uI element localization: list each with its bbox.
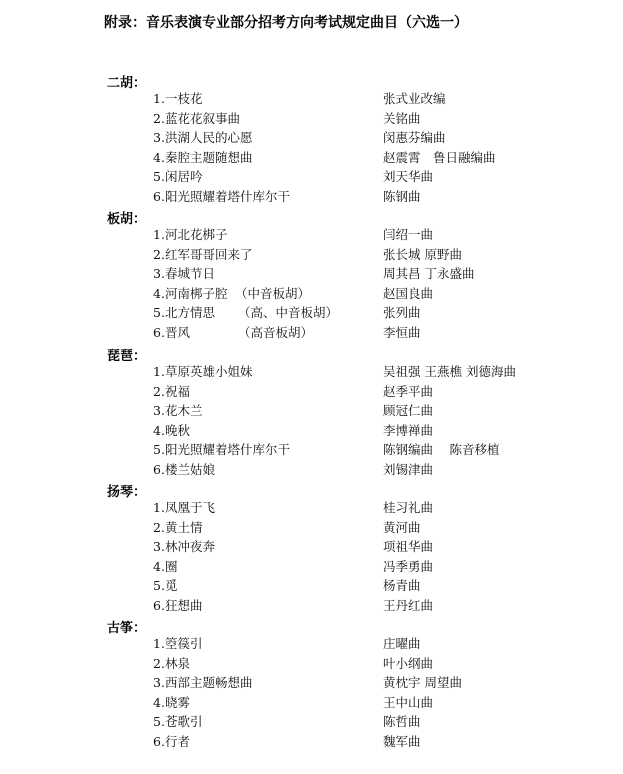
piece-number: 4. — [153, 558, 165, 574]
piece-composer: 顾冠仁曲 — [383, 403, 434, 419]
piece-title: 箜篌引 — [165, 636, 203, 651]
piece-title: 黄土情 — [165, 519, 203, 535]
piece-number: 1. — [153, 636, 165, 651]
piece-title: 凤凰于飞 — [165, 500, 216, 515]
piece-row — [0, 128, 623, 148]
piece-number: 4. — [153, 694, 165, 710]
piece-composer: 冯季勇曲 — [383, 558, 434, 574]
piece-row — [0, 498, 623, 518]
piece-row — [0, 362, 623, 382]
piece-number: 2. — [153, 246, 165, 262]
piece-number: 4. — [153, 149, 165, 165]
piece-title: 林泉 — [165, 655, 191, 671]
piece-number: 1. — [153, 364, 165, 379]
piece-title: 闲居吟 — [165, 169, 203, 185]
piece-row — [0, 421, 623, 441]
piece-row — [0, 440, 623, 460]
piece-composer: 关铭曲 — [383, 110, 421, 126]
piece-row — [0, 245, 623, 265]
piece-title: 河南梆子腔 — [165, 285, 228, 301]
piece-composer: 黄枕宇 周望曲 — [383, 675, 462, 691]
piece-row — [0, 537, 623, 557]
piece-row — [0, 634, 623, 654]
piece-number: 6. — [153, 734, 165, 749]
piece-number: 3. — [153, 539, 165, 555]
piece-composer: 王中山曲 — [383, 694, 434, 710]
piece-number: 2. — [153, 110, 165, 126]
piece-row — [0, 109, 623, 129]
piece-row — [0, 148, 623, 168]
piece-title: 晋风 — [165, 325, 191, 340]
piece-title: 草原英雄小姐妹 — [165, 364, 253, 379]
piece-number: 5. — [153, 169, 165, 185]
piece-composer: 陈哲曲 — [383, 714, 421, 730]
piece-row — [0, 576, 623, 596]
piece-composer: 李博禅曲 — [383, 422, 434, 438]
piece-number: 5. — [153, 714, 165, 730]
document-title: 附录：音乐表演专业部分招考方向考试规定曲目（六选一） — [104, 15, 468, 31]
piece-title: 河北花梆子 — [165, 227, 228, 242]
instrument-heading: 板胡： — [107, 212, 147, 227]
piece-composer: 赵国良曲 — [383, 285, 434, 301]
piece-composer: 刘天华曲 — [383, 169, 434, 185]
piece-note: （高、中音板胡） — [238, 305, 339, 321]
piece-title: 圈 — [165, 558, 178, 574]
piece-note: （中音板胡） — [235, 285, 311, 301]
piece-composer: 李恒曲 — [383, 325, 421, 340]
piece-title: 楼兰姑娘 — [165, 462, 216, 477]
piece-number: 1. — [153, 500, 165, 515]
piece-row — [0, 264, 623, 284]
piece-row — [0, 167, 623, 187]
piece-composer: 张式业改编 — [383, 91, 446, 106]
piece-number: 3. — [153, 403, 165, 419]
piece-row — [0, 557, 623, 577]
piece-number: 6. — [153, 462, 165, 477]
piece-row — [0, 284, 623, 304]
piece-composer: 赵震霄 鲁日融编曲 — [383, 149, 496, 165]
piece-composer: 陈钢曲 — [383, 189, 421, 204]
piece-number: 2. — [153, 519, 165, 535]
instrument-heading: 古筝： — [107, 621, 147, 636]
piece-title: 林冲夜奔 — [165, 539, 216, 555]
piece-number: 2. — [153, 655, 165, 671]
piece-row — [0, 89, 623, 109]
piece-title: 蓝花花叙事曲 — [165, 110, 241, 126]
piece-title: 花木兰 — [165, 403, 203, 419]
piece-row — [0, 693, 623, 713]
piece-title: 祝福 — [165, 383, 191, 399]
piece-number: 5. — [153, 442, 165, 458]
piece-number: 1. — [153, 227, 165, 242]
piece-composer: 陈钢编曲 陈音移植 — [383, 442, 500, 458]
piece-composer: 桂习礼曲 — [383, 500, 434, 515]
piece-composer: 闫绍一曲 — [383, 227, 434, 242]
piece-row — [0, 401, 623, 421]
piece-composer: 项祖华曲 — [383, 539, 434, 555]
piece-row — [0, 518, 623, 538]
instrument-heading: 扬琴： — [107, 485, 147, 500]
piece-composer: 王丹红曲 — [383, 598, 434, 613]
piece-title: 春城节日 — [165, 266, 216, 282]
piece-number: 6. — [153, 189, 165, 204]
piece-title: 狂想曲 — [165, 598, 203, 613]
piece-title: 觅 — [165, 578, 178, 594]
piece-row — [0, 225, 623, 245]
piece-number: 3. — [153, 130, 165, 146]
piece-title: 晓雾 — [165, 694, 191, 710]
piece-composer: 闵惠芬编曲 — [383, 130, 446, 146]
piece-row — [0, 382, 623, 402]
piece-title: 北方情思 — [165, 305, 216, 321]
piece-title: 西部主题畅想曲 — [165, 675, 253, 691]
piece-row — [0, 712, 623, 732]
piece-number: 4. — [153, 285, 165, 301]
piece-composer: 黄河曲 — [383, 519, 421, 535]
piece-composer: 杨青曲 — [383, 578, 421, 594]
piece-row — [0, 187, 623, 207]
piece-composer: 张列曲 — [383, 305, 421, 321]
piece-number: 3. — [153, 675, 165, 691]
piece-composer: 吴祖强 王燕樵 刘德海曲 — [383, 364, 516, 379]
instrument-heading: 二胡： — [107, 76, 147, 91]
piece-row — [0, 460, 623, 480]
piece-number: 5. — [153, 578, 165, 594]
piece-title: 洪湖人民的心愿 — [165, 130, 253, 146]
piece-row — [0, 654, 623, 674]
piece-composer: 叶小纲曲 — [383, 655, 434, 671]
piece-title: 行者 — [165, 734, 191, 749]
piece-note: （高音板胡） — [238, 325, 314, 340]
piece-title: 红军哥哥回来了 — [165, 246, 253, 262]
piece-composer: 周其昌 丁永盛曲 — [383, 266, 475, 282]
piece-number: 2. — [153, 383, 165, 399]
piece-number: 6. — [153, 598, 165, 613]
piece-row — [0, 596, 623, 616]
piece-number: 3. — [153, 266, 165, 282]
piece-number: 1. — [153, 91, 165, 106]
piece-title: 阳光照耀着塔什库尔干 — [165, 442, 291, 458]
piece-composer: 庄曜曲 — [383, 636, 421, 651]
piece-row — [0, 323, 623, 343]
piece-title: 一枝花 — [165, 91, 203, 106]
piece-composer: 赵季平曲 — [383, 383, 434, 399]
piece-title: 阳光照耀着塔什库尔干 — [165, 189, 291, 204]
piece-composer: 张长城 原野曲 — [383, 246, 462, 262]
piece-row — [0, 303, 623, 323]
instrument-heading: 琵琶： — [107, 349, 147, 364]
piece-composer: 刘锡津曲 — [383, 462, 434, 477]
piece-title: 苍歌引 — [165, 714, 203, 730]
piece-title: 晚秋 — [165, 422, 191, 438]
piece-number: 4. — [153, 422, 165, 438]
piece-row — [0, 732, 623, 752]
piece-composer: 魏军曲 — [383, 734, 421, 749]
piece-number: 6. — [153, 325, 165, 340]
piece-title: 秦腔主题随想曲 — [165, 149, 253, 165]
piece-number: 5. — [153, 305, 165, 321]
piece-row — [0, 673, 623, 693]
